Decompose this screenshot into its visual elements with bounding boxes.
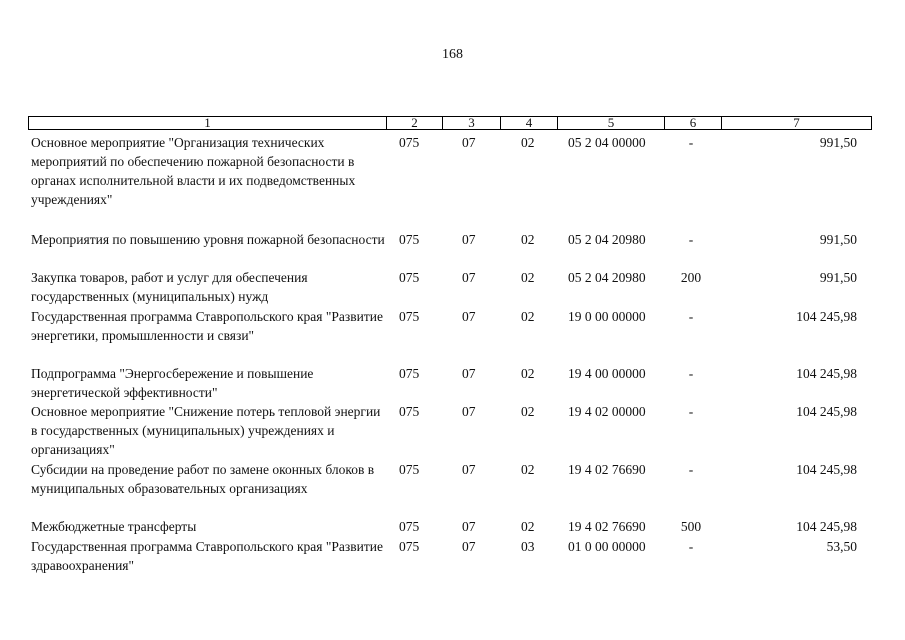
row-col-5: 19 4 00 00000	[568, 366, 646, 381]
row-col-4: 02	[521, 404, 535, 419]
header-col-5: 5	[557, 116, 665, 130]
row-col-3: 07	[462, 270, 476, 285]
header-col-3: 3	[442, 116, 501, 130]
row-col-4: 02	[521, 232, 535, 247]
row-col-6: -	[688, 462, 694, 477]
header-col-7: 7	[721, 116, 872, 130]
row-col-6: -	[688, 404, 694, 419]
row-col-7: 991,50	[819, 270, 857, 285]
row-col-4: 03	[521, 539, 535, 554]
row-col-7: 104 245,98	[796, 462, 857, 477]
page-number: 168	[442, 47, 463, 62]
row-name: Подпрограмма "Энергосбережение и повышение энергетической эффективности"	[31, 366, 314, 400]
row-col-7: 991,50	[819, 232, 857, 247]
row-col-3: 07	[462, 309, 476, 324]
row-col-4: 02	[521, 462, 535, 477]
row-col-2: 075	[399, 462, 420, 477]
row-col-3: 07	[462, 232, 476, 247]
header-col-6: 6	[664, 116, 722, 130]
row-col-4: 02	[521, 519, 535, 534]
row-col-4: 02	[521, 309, 535, 324]
header-col-2: 2	[386, 116, 443, 130]
row-name: Межбюджетные трансферты	[31, 519, 197, 534]
row-col-5: 05 2 04 20980	[568, 270, 646, 285]
row-col-6: 500	[680, 519, 702, 534]
row-col-5: 19 4 02 00000	[568, 404, 646, 419]
row-col-7: 104 245,98	[796, 309, 857, 324]
row-name: Субсидии на проведение работ по замене оконных блоков в муниципальных образовательных организациях	[31, 462, 375, 496]
row-col-4: 02	[521, 270, 535, 285]
row-col-7: 104 245,98	[796, 404, 857, 419]
row-col-7: 104 245,98	[796, 366, 857, 381]
row-col-6: -	[688, 366, 694, 381]
row-col-7: 104 245,98	[796, 519, 857, 534]
header-col-4: 4	[500, 116, 558, 130]
row-col-5: 05 2 04 20980	[568, 232, 646, 247]
row-col-6: -	[688, 539, 694, 554]
row-col-3: 07	[462, 135, 476, 150]
row-col-3: 07	[462, 404, 476, 419]
row-col-2: 075	[399, 404, 420, 419]
row-name: Основное мероприятие "Организация технических мероприятий по обеспечению пожарной безопасности в органах исполнительной власти и их подведомственных учреждениях"	[31, 135, 356, 207]
row-col-4: 02	[521, 366, 535, 381]
row-name: Закупка товаров, работ и услуг для обеспечения государственных (муниципальных) нужд	[31, 270, 308, 304]
row-col-2: 075	[399, 539, 420, 554]
row-col-2: 075	[399, 519, 420, 534]
row-col-2: 075	[399, 232, 420, 247]
row-col-2: 075	[399, 135, 420, 150]
row-col-7: 991,50	[819, 135, 857, 150]
row-col-2: 075	[399, 309, 420, 324]
row-col-3: 07	[462, 519, 476, 534]
row-name: Мероприятия по повышению уровня пожарной безопасности	[31, 232, 385, 247]
row-name: Основное мероприятие "Снижение потерь тепловой энергии в государственных (муниципальных) учреждениях и организациях"	[31, 404, 381, 457]
row-col-4: 02	[521, 135, 535, 150]
row-col-5: 19 0 00 00000	[568, 309, 646, 324]
row-col-7: 53,50	[826, 539, 857, 554]
row-col-5: 19 4 02 76690	[568, 462, 646, 477]
row-col-2: 075	[399, 270, 420, 285]
row-name: Государственная программа Ставропольского края "Развитие энергетики, промышленности и связи"	[31, 309, 383, 343]
row-col-6: -	[688, 135, 694, 150]
row-col-3: 07	[462, 462, 476, 477]
header-col-1: 1	[28, 116, 387, 130]
row-col-6: -	[688, 309, 694, 324]
row-col-3: 07	[462, 539, 476, 554]
row-col-5: 05 2 04 00000	[568, 135, 646, 150]
row-col-6: 200	[680, 270, 702, 285]
row-col-2: 075	[399, 366, 420, 381]
row-col-6: -	[688, 232, 694, 247]
row-col-3: 07	[462, 366, 476, 381]
row-col-5: 01 0 00 00000	[568, 539, 646, 554]
row-name: Государственная программа Ставропольского края "Развитие здравоохранения"	[31, 539, 383, 573]
row-col-5: 19 4 02 76690	[568, 519, 646, 534]
